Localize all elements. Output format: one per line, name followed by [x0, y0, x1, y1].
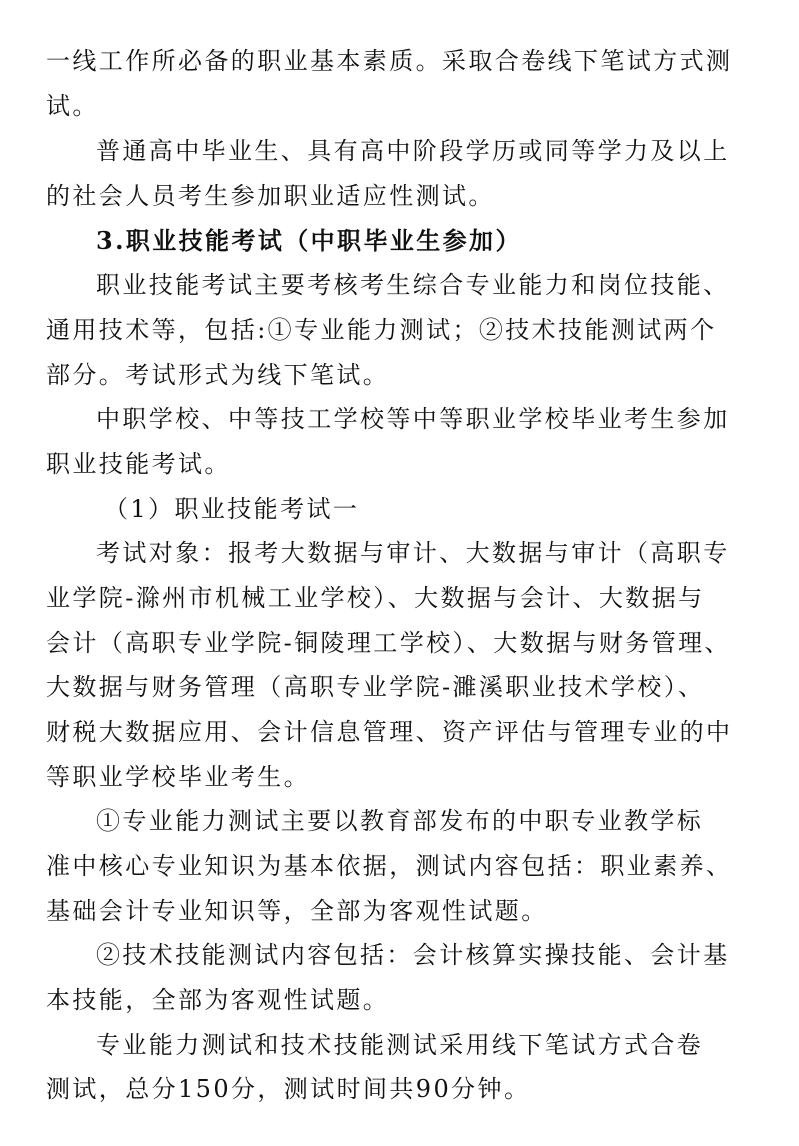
text-line: 中职学校、中等技工学校等中等职业学校毕业考生参加: [96, 405, 730, 433]
text-line: 考试对象：报考大数据与审计、大数据与审计（高职专: [96, 539, 730, 567]
section-heading: 3.职业技能考试（中职毕业生参加）: [96, 226, 522, 255]
subsection-heading: （1）职业技能考试一: [104, 495, 360, 523]
text-line: 职业技能考试。: [46, 450, 231, 478]
text-line: 基础会计专业知识等，全部为客观性试题。: [46, 897, 548, 925]
text-line: 准中核心专业知识为基本依据，测试内容包括：职业素养、: [46, 852, 733, 880]
text-line: 业学院-滁州市机械工业学校）、大数据与会计、大数据与: [46, 584, 705, 612]
text-line: 测试，总分150分，测试时间共90分钟。: [46, 1075, 531, 1103]
text-line: 普通高中毕业生、具有高中阶段学历或同等学力及以上: [96, 137, 730, 165]
text-line: 部分。考试形式为线下笔试。: [46, 361, 390, 389]
text-line: 一线工作所必备的职业基本素质。采取合卷线下笔试方式测: [46, 47, 733, 75]
text-line: ①专业能力测试主要以教育部发布的中职专业教学标: [96, 807, 704, 835]
text-line: 本技能，全部为客观性试题。: [46, 986, 390, 1014]
text-line: 财税大数据应用、会计信息管理、资产评估与管理专业的中: [46, 718, 733, 746]
text-line: 通用技术等，包括:①专业能力测试；②技术技能测试两个: [46, 316, 717, 344]
text-line: 等职业学校毕业考生。: [46, 763, 310, 791]
text-line: ②技术技能测试内容包括：会计核算实操技能、会计基: [96, 941, 730, 969]
text-line: 大数据与财务管理（高职专业学院-濉溪职业技术学校）、: [46, 673, 705, 701]
text-line: 试。: [46, 92, 99, 120]
text-line: 专业能力测试和技术技能测试采用线下笔试方式合卷: [96, 1031, 704, 1059]
text-line: 职业技能考试主要考核考生综合专业能力和岗位技能、: [96, 271, 730, 299]
text-line: 的社会人员考生参加职业适应性测试。: [46, 182, 495, 210]
text-line: 会计（高职专业学院-铜陵理工学校）、大数据与财务管理、: [46, 629, 731, 657]
